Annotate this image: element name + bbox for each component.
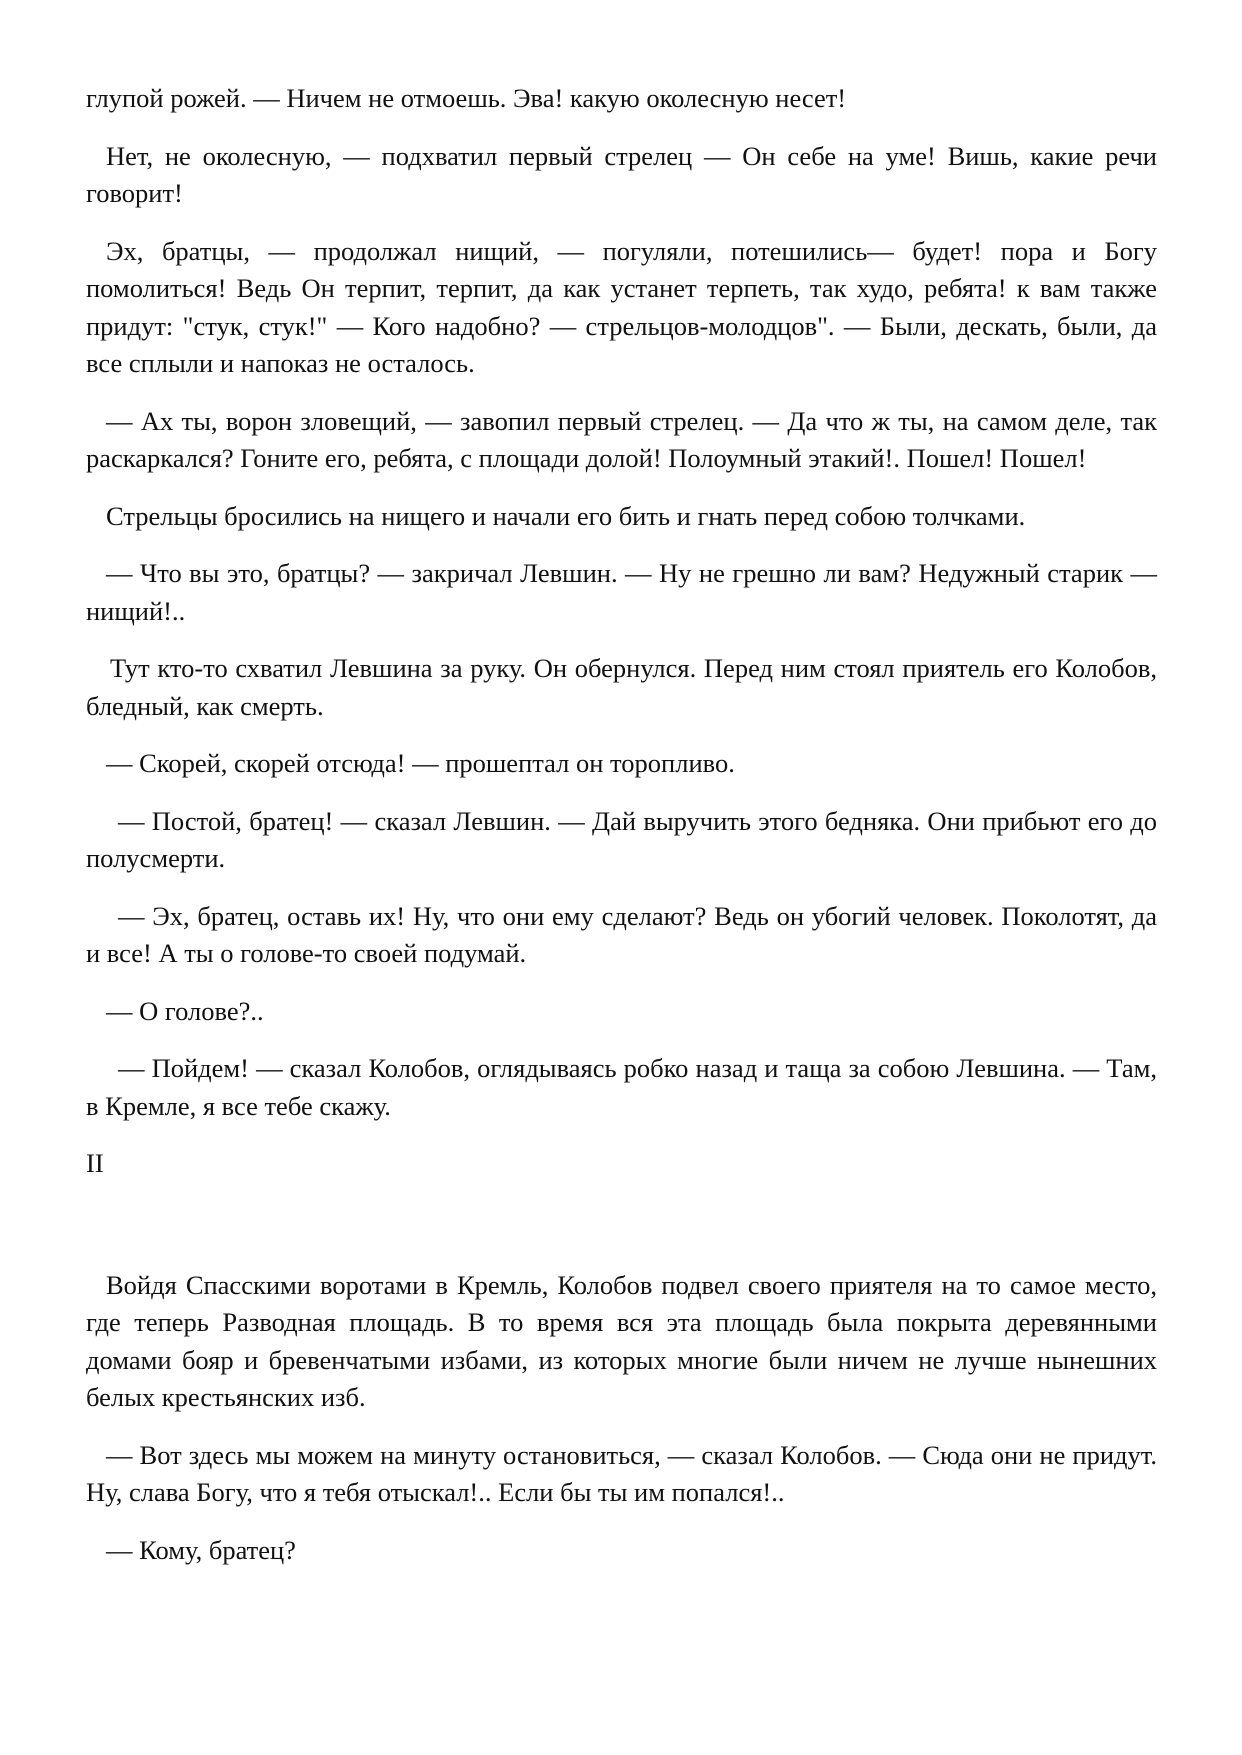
paragraph: Тут кто-то схватил Левшина за руку. Он обернулся. Перед ним стоял приятель его Колобов, бледный, как смерть.	[86, 653, 1157, 721]
chapter-heading: II	[86, 1148, 104, 1178]
paragraph: Войдя Спасскими воротами в Кремль, Колобов подвел своего приятеля на то самое место, где теперь Разводная площадь. В то время вся эта площадь была покрыта деревянными домами бояр и бревенчатыми избами, из которых многие были ничем не лучше нынешних белых крестьянских изб.	[86, 1269, 1157, 1412]
document-page	[86, 80, 1157, 1589]
paragraph: — Ах ты, ворон зловещий, — завопил первый стрелец. — Да что ж ты, на самом деле, так раскаркался? Гоните его, ребята, с площади долой! Полоумный этакий!. Пошел! Пошел!	[86, 405, 1157, 473]
paragraph: — Пойдем! — сказал Колобов, оглядываясь робко назад и таща за собою Левшина. — Там, в Кремле, я все тебе скажу.	[86, 1053, 1157, 1121]
paragraph: Эх, братцы, — продолжал нищий, — погуляли, потешились— будет! пора и Богу помолиться! Ведь Он терпит, терпит, да как устанет терпеть, так худо, ребята! к вам также придут: "стук, стук!" — Кого надобно? — стрельцов-молодцов". — Были, дескать, были, да все сплыли и напоказ не осталось.	[86, 235, 1157, 378]
paragraph: Нет, не околесную, — подхватил первый стрелец — Он себе на уме! Вишь, какие речи говорит!	[86, 140, 1157, 208]
paragraph: — Что вы это, братцы? — закричал Левшин. — Ну не грешно ли вам? Недужный старик — нищий!..	[86, 558, 1157, 626]
chapter-spacer	[86, 1183, 1157, 1267]
paragraph: — Постой, братец! — сказал Левшин. — Дай выручить этого бедняка. Они прибьют его до полусмерти.	[86, 805, 1157, 873]
paragraph: — Эх, братец, оставь их! Ну, что они ему сделают? Ведь он убогий человек. Поколотят, да и все! А ты о голове-то своей подумай.	[86, 900, 1157, 968]
paragraph: — Скорей, скорей отсюда! — прошептал он торопливо.	[106, 748, 735, 778]
paragraph: — О голове?..	[106, 995, 264, 1026]
paragraph: Стрельцы бросились на нищего и начали его бить и гнать перед собою толчками.	[106, 500, 1026, 531]
paragraph: — Кому, братец?	[106, 1534, 296, 1565]
paragraph: глупой рожей. — Ничем не отмоешь. Эва! какую околесную несет!	[86, 83, 847, 113]
paragraph: — Вот здесь мы можем на минуту остановиться, — сказал Колобов. — Сюда они не придут. Ну, слава Богу, что я тебя отыскал!.. Если бы ты им попался!..	[86, 1439, 1157, 1507]
